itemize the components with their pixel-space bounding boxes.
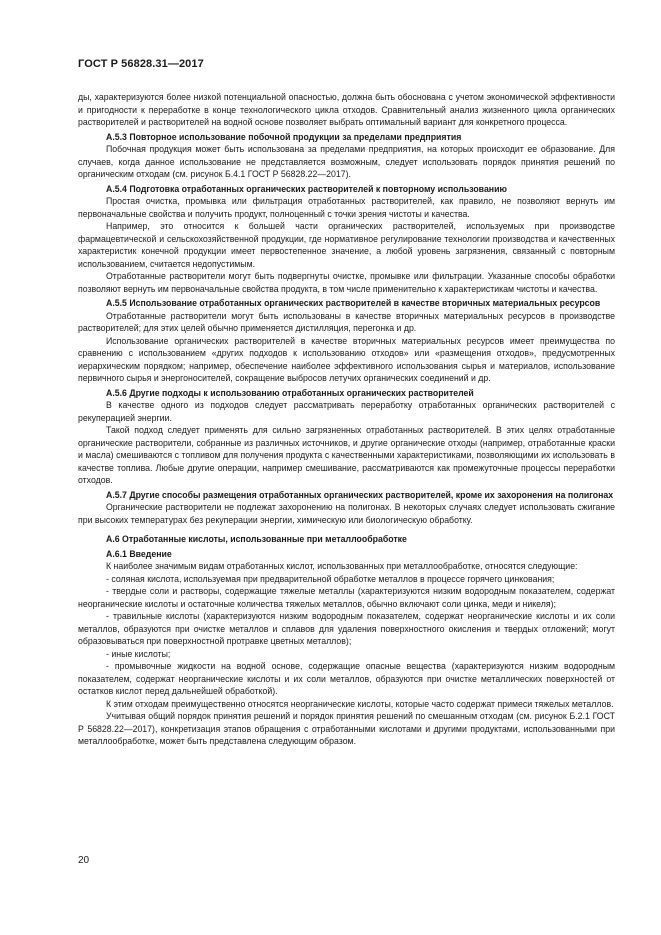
page-number: 20 xyxy=(78,855,90,866)
page-body xyxy=(78,91,615,748)
paragraph: В качестве одного из подходов следует рассматривать переработку отработанных органических растворителей с рекуперацией энергии. xyxy=(78,400,615,423)
list-item: - промывочные жидкости на водной основе, содержащие опасные вещества (характеризуются низким водородным показателем, содержат неорганические кислоты и их соли металлов, образуются при очистке металлических поверхностей от остатков кислот перед дальнейшей обработкой). xyxy=(78,661,615,696)
paragraph: К наиболее значимым видам отработанных кислот, использованных при металлообработке, относятся следующие: xyxy=(106,561,578,571)
section-heading: А.5.6 Другие подходы к использованию отработанных органических растворителей xyxy=(106,387,474,398)
paragraph: Такой подход следует применять для сильно загрязненных отработанных растворителей. В этих целях отработанные органические растворители, собранные из различных источников, и другие органические отходы (например, отработанные краски и масла) смешиваются с топливом для получения продукта с качественными характеристиками, позволяющими их использовать в качестве топлива. Любые другие операции, например смешивание, рассматриваются как промежуточные процессы переработки отходов. xyxy=(78,425,615,485)
paragraph: Использование органических растворителей в качестве вторичных материальных ресурсов имеет преимущества по сравнению с использованием «других подходов к использованию отходов» или «размещения отходов», предусмотренных иерархическим порядком; например, обеспечение наиболее эффективного использования сырья и материалов, использование первичного сырья и энергоносителей, сокращение выбросов летучих органических соединений и др. xyxy=(78,335,615,383)
section-heading: А.5.4 Подготовка отработанных органических растворителей к повторному использованию xyxy=(106,183,507,194)
document-code: ГОСТ Р 56828.31—2017 xyxy=(78,58,204,70)
list-item: - травильные кислоты (характеризуются низким водородным показателем, содержат неорганические кислоты и их соли металлов, образуются при очистке металлов и сплавов для удаления поверхностного окисления и твердых отложений; могут образовываться при поверхностной протравке цветных металлов); xyxy=(78,611,615,646)
list-item: - иные кислоты; xyxy=(106,648,171,659)
section-heading: А.5.5 Использование отработанных органических растворителей в качестве вторичных материальных ресурсов xyxy=(106,298,601,308)
paragraph: Органические растворители не подлежат захоронению на полигонах. В некоторых случаях следует использовать сжигание при высоких температурах без рекуперации энергии, химическую или биологическую обработку. xyxy=(78,502,615,525)
paragraph: Учитывая общий порядок принятия решений и порядок принятия решений по смешанным отходам (см. рисунок Б.2.1 ГОСТ Р 56828.22—2017), конкретизация этапов обращения с отработанными кислотами и другими продуктами, использованными при металлообработке, может быть представлена следующим образом. xyxy=(78,711,615,746)
list-item: - твердые соли и растворы, содержащие тяжелые металлы (характеризуются низким водородным показателем, содержат неорганические кислоты и остаточные количества тяжелых металлов, обычно включают соли цинка, меди и никеля); xyxy=(78,586,615,609)
section-heading: А.5.7 Другие способы размещения отработанных органических растворителей, кроме их захоронения на полигонах xyxy=(106,489,614,500)
paragraph: Например, это относится к большей части органических растворителей, используемых при производстве фармацевтической и сельскохозяйственной продукции, где нормативное регулирование технологии производства и качественных характеристик конечной продукции имеет первостепенное значение, а любой уровень загрязнения, связанный с повторным использованием, считается недопустимым. xyxy=(78,221,615,269)
section-heading: А.6.1 Введение xyxy=(106,548,172,559)
paragraph: К этим отходам преимущественно относятся неорганические кислоты, которые часто содержат примеси тяжелых металлов. xyxy=(106,698,614,709)
section-heading: А.5.3 Повторное использование побочной продукции за пределами предприятия xyxy=(106,131,462,142)
paragraph: Простая очистка, промывка или фильтрация отработанных растворителей, как правило, не позволяют вернуть им первоначальные свойства и получить продукт, полноценный с точки зрения чистоты и качества. xyxy=(78,196,615,219)
paragraph: ды, характеризуются более низкой потенциальной опасностью, должна быть обоснована с учетом экономической эффективности и пригодности к переработке в конце технологического цикла отходов. Сравнительный анализ жизненного цикла органических растворителей и растворителей на водной основе позволяет выбрать оптимальный вариант для конкретного процесса. xyxy=(78,92,615,127)
paragraph: Отработанные растворители могут быть подвергнуты очистке, промывке или фильтрации. Указанные способы обработки позволяют вернуть им первоначальные свойства продукта, в том числе применительно к характеристикам чистоты и качества. xyxy=(78,271,615,294)
paragraph: Отработанные растворители могут быть использованы в качестве вторичных материальных ресурсов в производстве растворителей; для этих целей обычно применяется дистилляция, перегонка и др. xyxy=(78,310,615,333)
chapter-heading: А.6 Отработанные кислоты, использованные при металлообработке xyxy=(106,534,407,544)
paragraph: Побочная продукция может быть использована за пределами предприятия, на которых происходит ее образование. Для случаев, когда данное использование не представляется возможным, следует использовать порядок принятия решений по органическим отходам (см. рисунок Б.4.1 ГОСТ Р 56828.22—2017). xyxy=(78,144,615,179)
list-item: - соляная кислота, используемая при предварительной обработке металлов в процессе горячего цинкования; xyxy=(106,573,555,584)
